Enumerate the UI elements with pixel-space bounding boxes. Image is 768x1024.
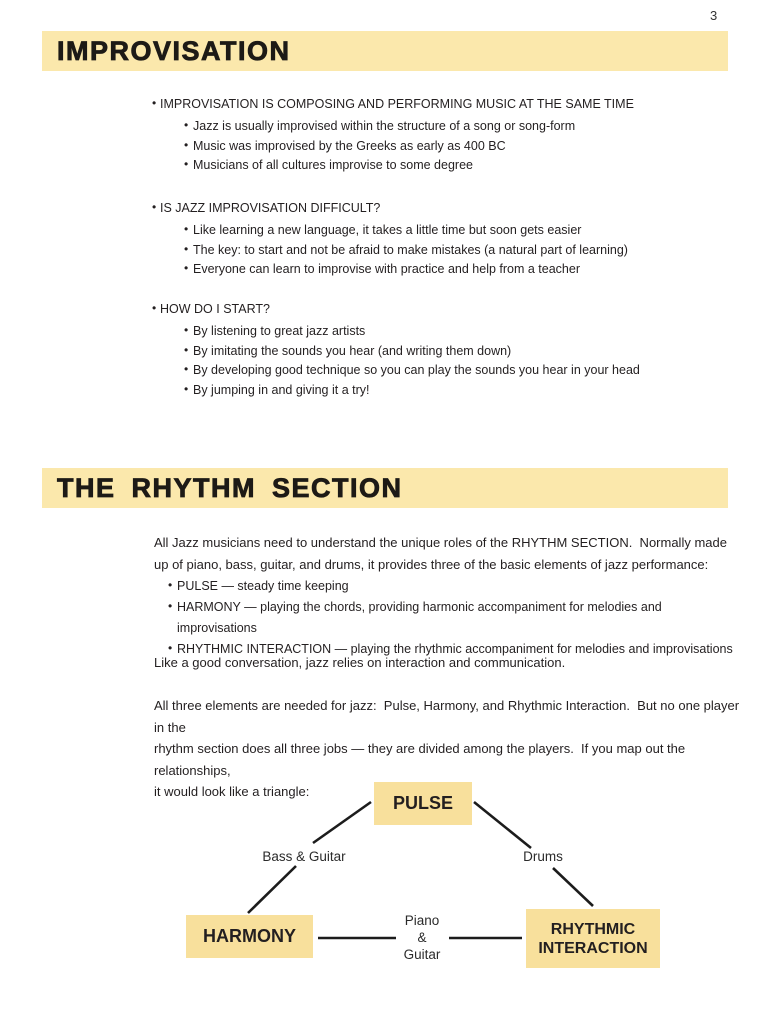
- group-heading: • IMPROVISATION IS COMPOSING AND PERFORMING MUSIC AT THE SAME TIME: [152, 94, 737, 114]
- edge-pulse-rhythmic-lower: [553, 868, 593, 906]
- rhythm-intro-paragraph: [154, 532, 744, 575]
- edge-label-line: &: [417, 930, 427, 945]
- group-heading: • IS JAZZ IMPROVISATION DIFFICULT?: [152, 198, 737, 218]
- group-items: [184, 221, 737, 280]
- paragraph-line: Like a good conversation, jazz relies on interaction and communication.: [154, 655, 566, 670]
- edge-label-bass-guitar: Bass & Guitar: [262, 849, 346, 864]
- improvisation-group-2: [152, 198, 737, 280]
- list-item: • By jumping in and giving it a try!: [184, 381, 737, 401]
- rhythm-elements-list: [168, 576, 743, 660]
- group-items: [184, 117, 737, 176]
- rhythm-section-title: THE RHYTHM SECTION: [57, 472, 403, 503]
- group-items: [184, 322, 737, 401]
- rhythm-section-banner: [42, 468, 728, 508]
- list-item: • The key: to start and not be afraid to make mistakes (a natural part of learning): [184, 241, 737, 261]
- node-label-line: RHYTHMIC: [550, 920, 636, 938]
- list-item: • Jazz is usually improvised within the structure of a song or song-form: [184, 117, 737, 137]
- page-number: 3: [710, 8, 718, 23]
- diagram-node-pulse: [374, 782, 472, 825]
- paragraph-line: up of piano, bass, guitar, and drums, it provides three of the basic elements of jazz performance:: [154, 556, 709, 572]
- edge-label-line: Guitar: [403, 947, 441, 962]
- edge-label-line: Piano: [404, 913, 440, 928]
- list-item: • By listening to great jazz artists: [184, 322, 737, 342]
- improvisation-group-3: [152, 299, 737, 401]
- node-label: HARMONY: [203, 926, 296, 946]
- edge-label-piano-guitar: [382, 912, 462, 963]
- list-item: • Like learning a new language, it takes a little time but soon gets easier: [184, 221, 737, 241]
- group-heading: • HOW DO I START?: [152, 299, 737, 319]
- edge-pulse-harmony-lower: [248, 866, 296, 913]
- node-label-line: INTERACTION: [538, 939, 648, 957]
- improvisation-section-title: IMPROVISATION: [57, 35, 291, 66]
- list-item: • Musicians of all cultures improvise to some degree: [184, 156, 737, 176]
- diagram-node-rhythmic-interaction: [526, 909, 660, 968]
- list-item: • HARMONY — playing the chords, providing harmonic accompaniment for melodies and improvisations: [168, 597, 743, 639]
- edge-label-drums: Drums: [523, 849, 563, 864]
- list-item: • PULSE — steady time keeping: [168, 576, 743, 597]
- improvisation-group-1: [152, 94, 737, 176]
- edge-pulse-harmony-upper: [313, 802, 371, 843]
- paragraph-line: rhythm section does all three jobs — they are divided among the players. If you map out the relationships,: [154, 741, 689, 778]
- paragraph-line: All Jazz musicians need to understand the unique roles of the RHYTHM SECTION. Normally made: [154, 535, 727, 550]
- list-item: • Music was improvised by the Greeks as early as 400 BC: [184, 137, 737, 157]
- list-item: • RHYTHMIC INTERACTION — playing the rhythmic accompaniment for melodies and improvisations: [168, 639, 743, 660]
- conversation-paragraph: [154, 652, 744, 674]
- paragraph-line: All three elements are needed for jazz: Pulse, Harmony, and Rhythmic Interaction. But no one player in the: [154, 698, 743, 735]
- diagram-node-harmony: [186, 915, 313, 958]
- node-label: PULSE: [392, 793, 453, 813]
- list-item: • By imitating the sounds you hear (and writing them down): [184, 342, 737, 362]
- paragraph-line: it would look like a triangle:: [154, 784, 310, 799]
- list-item: • Everyone can learn to improvise with practice and help from a teacher: [184, 260, 737, 280]
- improvisation-section-banner: [42, 31, 728, 71]
- list-item: • By developing good technique so you can play the sounds you hear in your head: [184, 361, 737, 381]
- edge-pulse-rhythmic-upper: [474, 802, 531, 848]
